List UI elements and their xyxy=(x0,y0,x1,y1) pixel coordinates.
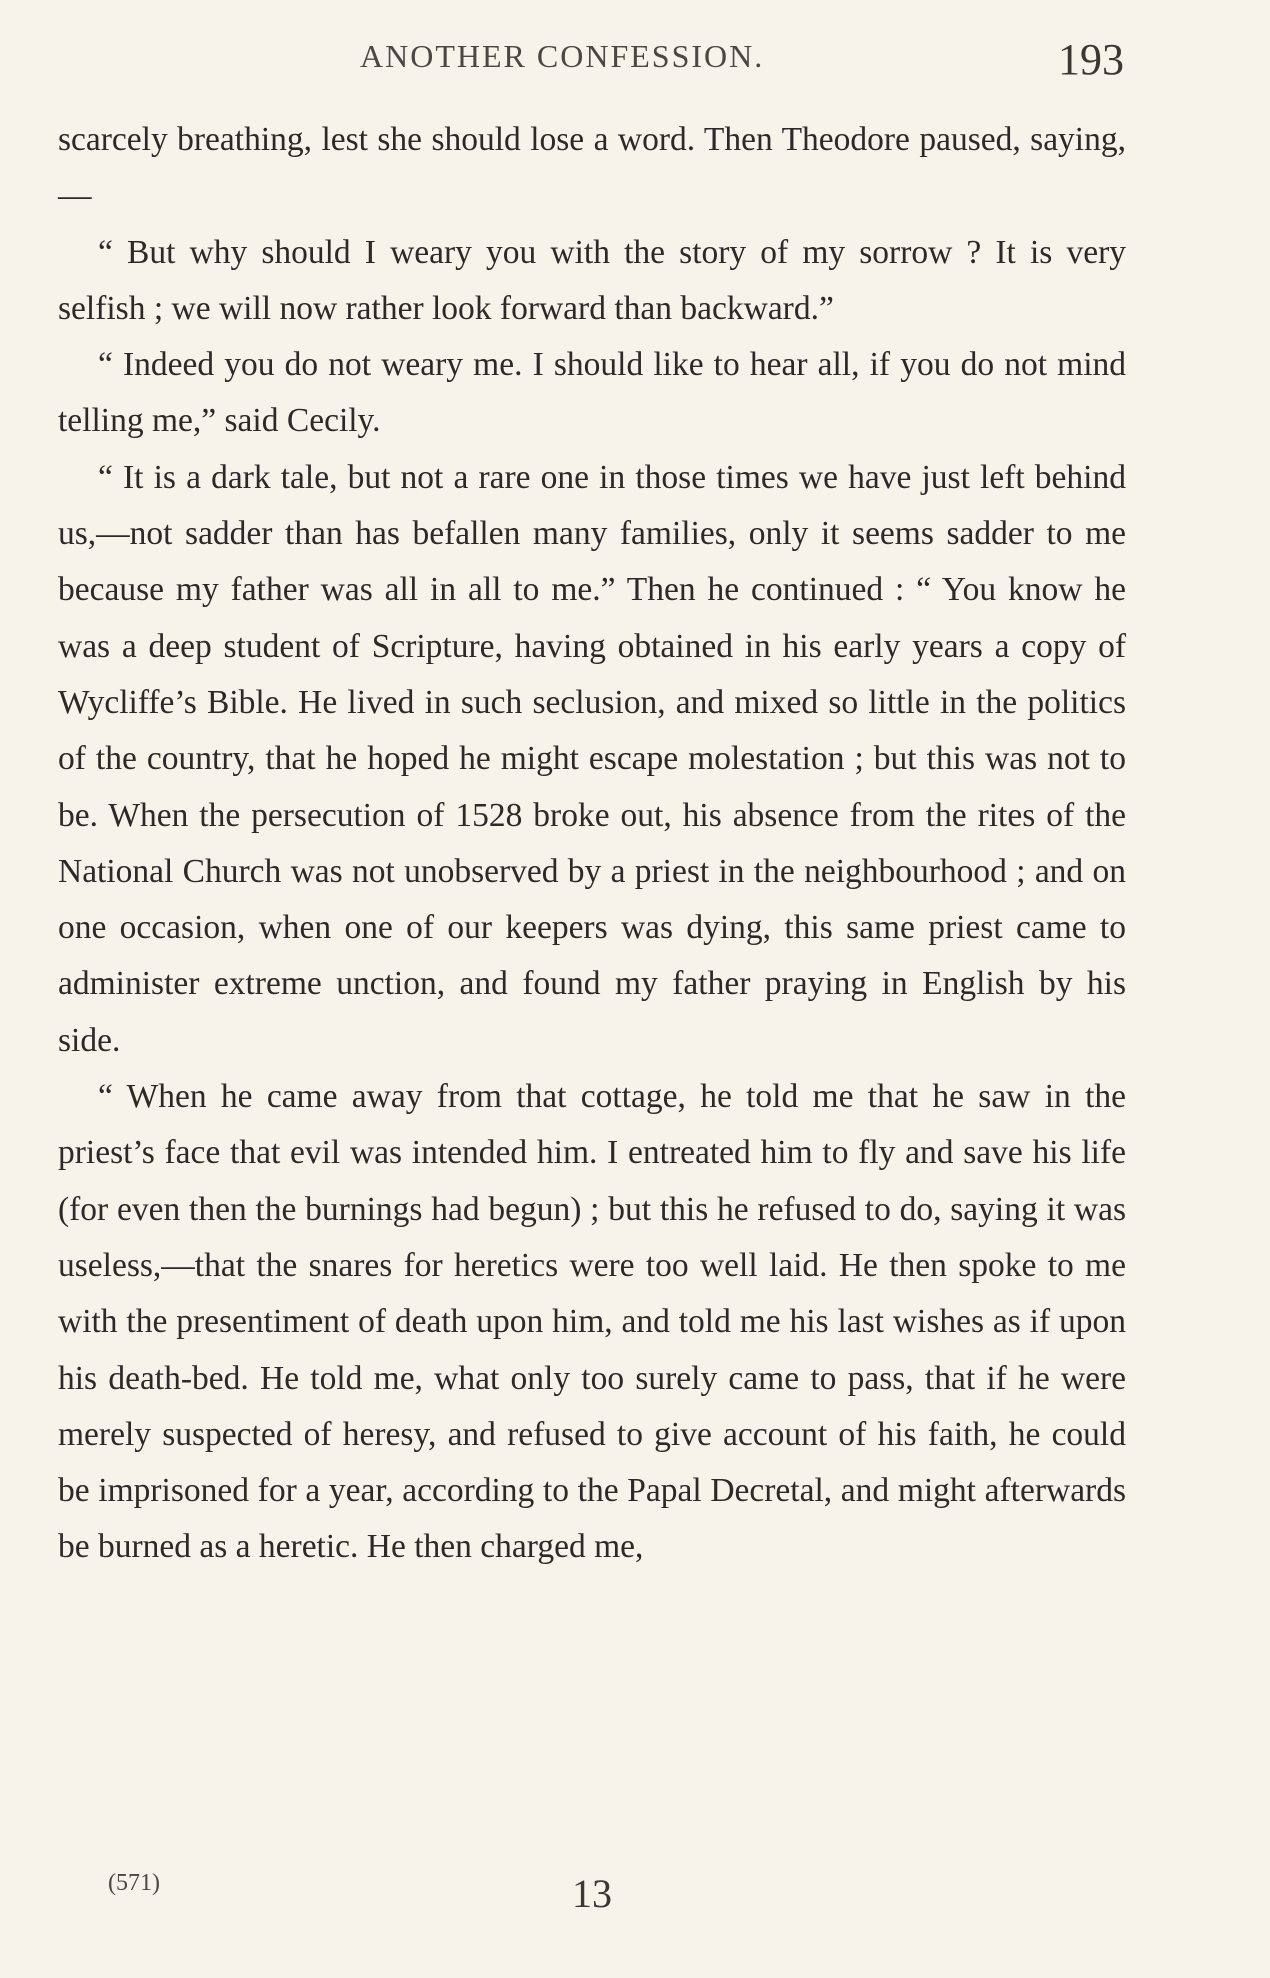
paragraph: “ It is a dark tale, but not a rare one in those times we have just left behind us,—not sadder than has befallen many families, only it seems sadder to me because my father was all in all to me.” Then he continued : “ You know he was a deep student of Scripture, having obtained in his early years a copy of Wycliffe’s Bible. He lived in such seclusion, and mixed so little in the politics of the country, that he hoped he might escape molestation ; but this was not to be. When the persecution of 1528 broke out, his absence from the rites of the National Church was not unobserved by a priest in the neighbourhood ; and on one occasion, when one of our keepers was dying, this same priest came to administer extreme unction, and found my father praying in English by his side. xyxy=(58,458,1126,1059)
running-head: ANOTHER CONFESSION. xyxy=(360,38,765,74)
page-number: 193 xyxy=(1058,35,1124,84)
paragraph: “ When he came away from that cottage, he told me that he saw in the priest’s face that evil was intended him. I entreated him to fly and save his life (for even then the burnings had begun) ; but this he refused to do, saying it was useless,—that the snares for heretics were too well laid. He then spoke to me with the presentiment of death upon him, and told me his last wishes as if upon his death-bed. He told me, what only too surely came to pass, that if he were merely suspected of heresy, and refused to give account of his faith, he could be imprisoned for a year, according to the Papal Decretal, and might afterwards be burned as a heretic. He then charged me, xyxy=(58,1078,1126,1566)
paragraph: “ But why should I weary you with the story of my sorrow ? It is very selfish ; we will now rather look forward than backward.” xyxy=(58,233,1126,327)
paragraph-continuation: scarcely breathing, lest she should lose a word. Then Theodore paused, saying,— xyxy=(58,121,1126,215)
paragraph: “ Indeed you do not weary me. I should like to hear all, if you do not mind telling me,” said Cecily. xyxy=(58,346,1126,440)
body-text xyxy=(58,112,1126,1576)
printer-mark: (571) xyxy=(108,1870,160,1896)
signature-number: 13 xyxy=(572,1871,612,1916)
